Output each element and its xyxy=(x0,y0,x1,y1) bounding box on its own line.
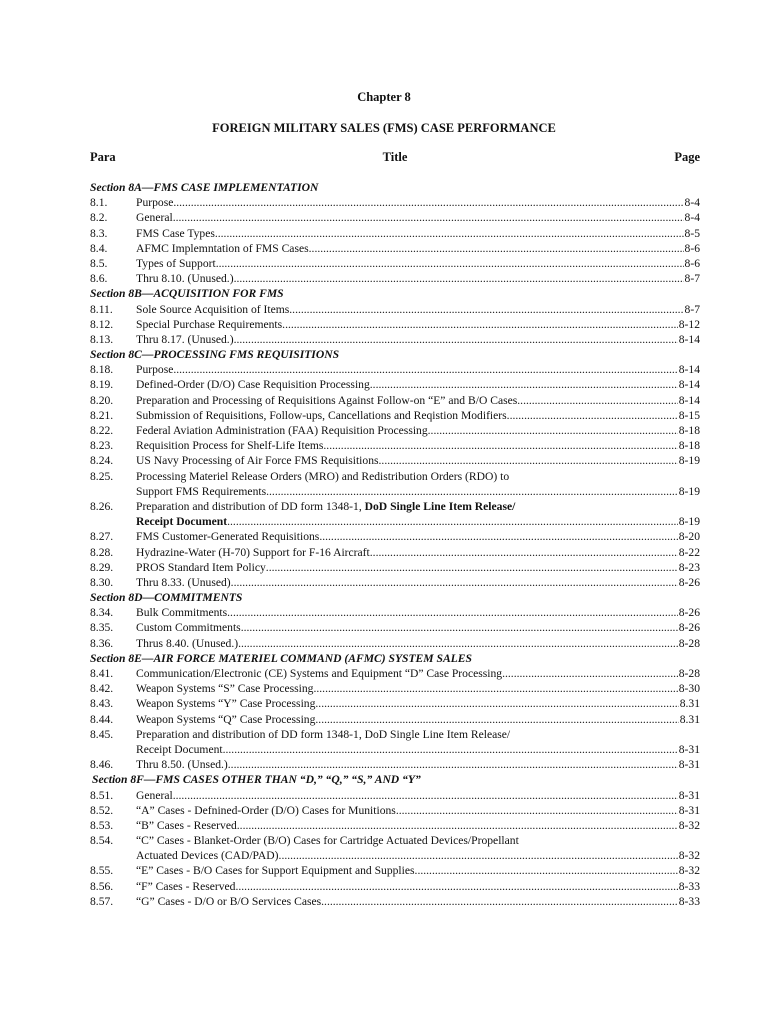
entry-title-text: Thru 8.10. (Unused.) xyxy=(136,272,234,286)
page-number: 8-14 xyxy=(678,363,700,377)
entry-body xyxy=(136,453,700,468)
entry-title-text: AFMC Implemntation of FMS Cases xyxy=(136,241,309,255)
entry-body xyxy=(136,605,700,620)
page-number: 8-18 xyxy=(678,439,700,453)
toc-entry xyxy=(90,560,700,575)
dot-leader xyxy=(227,514,678,529)
toc-entry xyxy=(90,742,700,757)
para-number: 8.5. xyxy=(90,256,108,270)
entry-title-text: Receipt Document xyxy=(136,742,223,756)
entry-title xyxy=(136,575,231,590)
para-number: 8.43. xyxy=(90,697,114,711)
entry-title-text: Thru 8.33. (Unused) xyxy=(136,575,231,589)
page-number: 8-28 xyxy=(678,636,700,650)
page-number: 8-33 xyxy=(678,879,700,893)
toc-entry xyxy=(90,803,700,818)
entry-title-text: Actuated Devices (CAD/PAD) xyxy=(136,849,279,863)
dot-leader xyxy=(266,484,678,499)
dot-leader xyxy=(241,620,678,635)
page-number: 8-32 xyxy=(678,864,700,878)
para-number: 8.46. xyxy=(90,758,114,772)
page-number: 8-4 xyxy=(684,196,700,210)
entry-title xyxy=(136,894,321,909)
entry-body xyxy=(136,681,700,696)
dot-leader xyxy=(315,696,678,711)
page-number: 8-18 xyxy=(678,424,700,437)
page-number: 8-19 xyxy=(678,484,700,498)
toc-entry xyxy=(90,302,700,317)
page-number: 8-12 xyxy=(678,317,700,331)
toc-entry xyxy=(90,727,700,742)
para-number: 8.11. xyxy=(90,302,113,316)
page-number: 8-30 xyxy=(678,682,700,696)
page-number: 8-6 xyxy=(684,241,700,255)
entry-title-text: Weapon Systems “Y” Case Processing xyxy=(136,697,316,711)
section-heading: Section 8D—COMMITMENTS xyxy=(90,591,243,605)
entry-title-text: Federal Aviation Administration (FAA) Requisition Processing xyxy=(136,424,428,437)
toc-entry xyxy=(90,377,700,392)
entry-title xyxy=(136,408,507,423)
para-number: 8.3. xyxy=(90,226,108,240)
dot-leader xyxy=(234,271,684,286)
dot-leader xyxy=(219,256,684,271)
toc-entry xyxy=(90,848,700,863)
entry-body xyxy=(136,195,700,210)
entry-title-text: Preparation and distribution of DD form 1348-1, DoD Single Line Item Release/ xyxy=(136,727,511,741)
entry-title xyxy=(136,636,238,651)
entry-body xyxy=(136,332,700,347)
toc-entry xyxy=(90,393,700,408)
page-number: 8-15 xyxy=(678,408,700,422)
page-number: 8.31 xyxy=(679,712,700,726)
entry-title xyxy=(136,605,227,620)
entry-body xyxy=(136,620,700,635)
page-number: 8-31 xyxy=(678,742,700,756)
chapter-heading: Chapter 8 xyxy=(357,90,411,104)
entry-title xyxy=(136,696,315,711)
toc-entry xyxy=(90,408,700,423)
toc-entry xyxy=(90,484,700,499)
dot-leader xyxy=(370,545,678,560)
entry-title xyxy=(136,256,219,271)
entry-body xyxy=(136,210,700,225)
entry-body xyxy=(136,469,700,484)
entry-title-text: Types of Support. xyxy=(136,256,219,270)
toc-entry xyxy=(90,362,700,377)
para-number: 8.28. xyxy=(90,545,114,559)
entry-title-text: Processing Materiel Release Orders (MRO) and Redistribution Orders (RDO) to xyxy=(136,469,510,483)
entry-title-text: Purpose xyxy=(136,196,174,210)
entry-title xyxy=(136,499,515,514)
dot-leader xyxy=(319,529,677,544)
entry-body xyxy=(136,803,700,818)
toc-entry xyxy=(90,469,700,484)
section-heading: Section 8B—ACQUISITION FOR FMS xyxy=(90,287,284,301)
para-number: 8.41. xyxy=(90,667,114,680)
page-number: 8-6 xyxy=(684,256,700,270)
entry-title xyxy=(136,332,234,347)
entry-body xyxy=(136,833,700,848)
page-number: 8-14 xyxy=(678,378,700,392)
entry-title-text: “G” Cases - D/O or B/O Services Cases xyxy=(136,894,322,908)
column-headers xyxy=(90,150,700,166)
para-number: 8.27. xyxy=(90,530,114,544)
dot-leader xyxy=(517,393,677,408)
entry-title xyxy=(136,742,223,757)
para-number: 8.21. xyxy=(90,408,114,422)
dot-leader xyxy=(396,803,678,818)
entry-body xyxy=(136,317,700,332)
page-number: 8-7 xyxy=(684,302,700,316)
entry-title-text: Preparation and distribution of DD form 1348-1, xyxy=(136,499,365,513)
page-number: 8-4 xyxy=(684,211,700,225)
entry-title-bold: DoD Single Line Item Release/ xyxy=(364,499,516,513)
para-number: 8.13. xyxy=(90,332,114,346)
entry-title xyxy=(136,727,510,742)
toc-entry xyxy=(90,757,700,772)
page-number: 8-14 xyxy=(678,393,700,407)
toc-entry xyxy=(90,879,700,894)
toc-entry xyxy=(90,894,700,909)
para-number: 8.35. xyxy=(90,621,114,635)
entry-title-text: FMS Customer-Generated Requisitions xyxy=(136,530,320,544)
para-number: 8.29. xyxy=(90,560,114,574)
page-number: 8-19 xyxy=(678,454,700,468)
page-number: 8.31 xyxy=(679,697,700,711)
para-number: 8.57. xyxy=(90,894,114,908)
entry-title-text: “F” Cases - Reserved xyxy=(136,879,236,893)
toc-entry xyxy=(90,666,700,681)
entry-title-text: Custom Commitments xyxy=(136,621,241,635)
entry-title-text: “B” Cases - Reserved xyxy=(136,818,237,832)
toc-entry xyxy=(90,863,700,878)
entry-title xyxy=(136,362,173,377)
toc-entry xyxy=(90,195,700,210)
entry-title-text: Hydrazine-Water (H-70) Support for F-16 Aircraft xyxy=(136,545,370,559)
page-number: 8-33 xyxy=(678,894,700,908)
page-number: 8-5 xyxy=(684,226,700,240)
entry-title-text: “E” Cases - B/O Cases for Support Equipment and Supplies xyxy=(136,864,415,878)
toc-entry xyxy=(90,636,700,651)
page-number: 8-32 xyxy=(678,818,700,832)
dot-leader xyxy=(309,241,684,256)
para-number: 8.55. xyxy=(90,864,114,878)
entry-body xyxy=(136,241,700,256)
dot-leader xyxy=(321,894,678,909)
page-number: 8-20 xyxy=(678,530,700,544)
para-number: 8.18. xyxy=(90,363,114,377)
entry-body xyxy=(136,575,700,590)
entry-body xyxy=(136,438,700,453)
entry-title xyxy=(136,393,517,408)
entry-title xyxy=(136,879,235,894)
entry-body xyxy=(136,499,700,514)
toc-entry xyxy=(90,226,700,241)
entry-title xyxy=(136,833,519,848)
dot-leader xyxy=(227,605,678,620)
toc-entry xyxy=(90,712,700,727)
entry-title xyxy=(136,529,319,544)
toc-entry xyxy=(90,210,700,225)
dot-leader xyxy=(428,423,678,438)
para-number: 8.52. xyxy=(90,803,114,817)
entry-title xyxy=(136,681,313,696)
entry-title xyxy=(136,818,237,833)
para-number: 8.19. xyxy=(90,378,114,392)
toc-entry xyxy=(90,575,700,590)
dot-leader xyxy=(279,848,678,863)
dot-leader xyxy=(370,377,678,392)
entry-title-text: Communication/Electronic (CE) Systems and Equipment “D” Case Processing xyxy=(136,667,503,680)
para-number: 8.22. xyxy=(90,424,114,437)
entry-title-text: “C” Cases - Blanket-Order (B/O) Cases for Cartridge Actuated Devices/Propellant xyxy=(136,834,519,848)
page-number: 8-7 xyxy=(684,272,700,286)
entry-body xyxy=(136,712,700,727)
para-number: 8.12. xyxy=(90,317,114,331)
entry-body xyxy=(136,393,700,408)
para-number: 8.26. xyxy=(90,499,114,513)
dot-leader xyxy=(223,742,678,757)
entry-body xyxy=(136,226,700,241)
para-number: 8.1. xyxy=(90,196,108,210)
dot-leader xyxy=(313,681,677,696)
dot-leader xyxy=(502,666,678,681)
entry-body xyxy=(136,514,700,529)
para-number: 8.36. xyxy=(90,636,114,650)
entry-body xyxy=(136,256,700,271)
para-number: 8.51. xyxy=(90,788,114,802)
para-number: 8.54. xyxy=(90,834,114,848)
dot-leader xyxy=(231,575,678,590)
entry-title xyxy=(136,317,282,332)
para-number: 8.20. xyxy=(90,393,114,407)
para-number: 8.4. xyxy=(90,241,108,255)
entry-title xyxy=(136,712,315,727)
toc-entry xyxy=(90,545,700,560)
entry-title-text: Special Purchase Requirements xyxy=(136,317,283,331)
entry-title-text: FMS Case Types xyxy=(136,226,215,240)
entry-title-text: Support FMS Requirements xyxy=(136,484,267,498)
entry-body xyxy=(136,879,700,894)
para-number: 8.56. xyxy=(90,879,114,893)
entry-body xyxy=(136,529,700,544)
entry-body xyxy=(136,757,700,772)
para-number: 8.53. xyxy=(90,818,114,832)
entry-title-text: Requisition Process for Shelf-Life Items xyxy=(136,439,324,453)
page-number: 8-31 xyxy=(678,758,700,772)
entry-title xyxy=(136,302,289,317)
entry-title-text: “A” Cases - Defnined-Order (D/O) Cases for Munitions xyxy=(136,803,396,817)
dot-leader xyxy=(215,226,684,241)
dot-leader xyxy=(234,332,678,347)
entry-body xyxy=(136,302,700,317)
toc-entry xyxy=(90,241,700,256)
dot-leader xyxy=(173,195,683,210)
entry-body xyxy=(136,484,700,499)
toc-entry xyxy=(90,256,700,271)
page-number: 8-22 xyxy=(678,545,700,559)
entry-title xyxy=(136,423,428,438)
page-number: 8-26 xyxy=(678,575,700,589)
toc-entry xyxy=(90,833,700,848)
toc-entry xyxy=(90,438,700,453)
entry-body xyxy=(136,560,700,575)
entry-body xyxy=(136,545,700,560)
page-number: 8-14 xyxy=(678,332,700,346)
entry-title xyxy=(136,514,227,529)
page-number: 8-23 xyxy=(678,560,700,574)
page-number: 8-26 xyxy=(678,621,700,635)
entry-title xyxy=(136,195,173,210)
toc-entry xyxy=(90,332,700,347)
dot-leader xyxy=(173,362,677,377)
toc-entry xyxy=(90,620,700,635)
entry-title-text: Thrus 8.40. (Unused.) xyxy=(136,636,239,650)
table-of-contents xyxy=(90,180,700,909)
entry-title xyxy=(136,377,370,392)
entry-body xyxy=(136,742,700,757)
para-number: 8.45. xyxy=(90,727,114,741)
entry-body xyxy=(136,636,700,651)
dot-leader xyxy=(379,453,678,468)
toc-entry xyxy=(90,605,700,620)
toc-entry xyxy=(90,423,700,438)
entry-title xyxy=(136,438,323,453)
entry-title xyxy=(136,484,266,499)
column-header-title: Title xyxy=(382,150,408,164)
section-heading: Section 8E—AIR FORCE MATERIEL COMMAND (AFMC) SYSTEM SALES xyxy=(90,651,472,665)
entry-title xyxy=(136,226,215,241)
entry-body xyxy=(136,408,700,423)
entry-title xyxy=(136,469,509,484)
page-number: 8-32 xyxy=(678,849,700,863)
entry-body xyxy=(136,271,700,286)
dot-leader xyxy=(323,438,677,453)
entry-title-text: US Navy Processing of Air Force FMS Requisitions xyxy=(136,454,379,468)
entry-title xyxy=(136,848,279,863)
entry-body xyxy=(136,666,700,681)
dot-leader xyxy=(282,317,678,332)
entry-title-text: PROS Standard Item Policy xyxy=(136,560,266,574)
entry-title xyxy=(136,271,234,286)
section-heading: Section 8A—FMS CASE IMPLEMENTATION xyxy=(90,181,319,194)
para-number: 8.23. xyxy=(90,439,114,453)
entry-title xyxy=(136,241,309,256)
toc-entry xyxy=(90,514,700,529)
dot-leader xyxy=(228,757,678,772)
entry-title xyxy=(136,863,415,878)
para-number: 8.6. xyxy=(90,272,108,286)
entry-body xyxy=(136,377,700,392)
toc-entry xyxy=(90,696,700,711)
page-number: 8-26 xyxy=(678,606,700,620)
entry-title-text: Submission of Requisitions, Follow-ups, Cancellations and Reqistion Modifiers xyxy=(136,408,507,422)
entry-title xyxy=(136,757,228,772)
entry-body xyxy=(136,362,700,377)
para-number: 8.30. xyxy=(90,575,114,589)
page-number: 8-28 xyxy=(678,667,700,680)
page-number: 8-31 xyxy=(678,788,700,802)
para-number: 8.24. xyxy=(90,454,114,468)
entry-title-text: Thru 8.17. (Unused.) xyxy=(136,332,234,346)
entry-title-text: Sole Source Acquisition of Items xyxy=(136,302,290,316)
entry-title-text: Defined-Order (D/O) Case Requisition Processing xyxy=(136,378,370,392)
toc-entry xyxy=(90,788,700,803)
dot-leader xyxy=(238,636,678,651)
page-number: 8-19 xyxy=(678,515,700,529)
para-number: 8.2. xyxy=(90,211,108,225)
para-number: 8.25. xyxy=(90,469,114,483)
entry-title-text: Purpose xyxy=(136,363,174,377)
dot-leader xyxy=(415,863,678,878)
dot-leader xyxy=(173,210,684,225)
para-number: 8.44. xyxy=(90,712,114,726)
dot-leader xyxy=(235,879,677,894)
toc-entry xyxy=(90,529,700,544)
entry-title-bold: Receipt Document xyxy=(136,515,228,529)
entry-title-text: Preparation and Processing of Requisitions Against Follow-on “E” and B/O Cases xyxy=(136,393,518,407)
column-header-para: Para xyxy=(90,150,116,164)
column-header-page: Page xyxy=(674,150,700,164)
entry-title xyxy=(136,666,502,681)
toc-entry xyxy=(90,681,700,696)
entry-body xyxy=(136,423,700,438)
toc-entry xyxy=(90,818,700,833)
entry-body xyxy=(136,863,700,878)
entry-title xyxy=(136,545,370,560)
entry-body xyxy=(136,788,700,803)
para-number: 8.42. xyxy=(90,682,114,696)
toc-entry xyxy=(90,271,700,286)
dot-leader xyxy=(315,712,678,727)
dot-leader xyxy=(507,408,678,423)
entry-title xyxy=(136,453,379,468)
entry-body xyxy=(136,894,700,909)
toc-entry xyxy=(90,499,700,514)
entry-title-text: General xyxy=(136,211,173,225)
page-number: 8-31 xyxy=(678,803,700,817)
para-number: 8.34. xyxy=(90,606,114,620)
entry-title xyxy=(136,803,396,818)
entry-title xyxy=(136,210,173,225)
chapter-title: FOREIGN MILITARY SALES (FMS) CASE PERFORMANCE xyxy=(212,121,556,135)
entry-body xyxy=(136,727,700,742)
entry-body xyxy=(136,848,700,863)
entry-title xyxy=(136,560,266,575)
entry-title-text: Bulk Commitments xyxy=(136,606,228,620)
dot-leader xyxy=(173,788,678,803)
section-heading: Section 8C—PROCESSING FMS REQUISITIONS xyxy=(90,348,340,362)
entry-body xyxy=(136,818,700,833)
entry-title xyxy=(136,620,241,635)
entry-title-text: General xyxy=(136,788,173,802)
dot-leader xyxy=(237,818,678,833)
toc-entry xyxy=(90,317,700,332)
section-heading: Section 8F—FMS CASES OTHER THAN “D,” “Q,” “S,” AND “Y” xyxy=(92,773,421,787)
dot-leader xyxy=(289,302,683,317)
entry-title xyxy=(136,788,173,803)
entry-body xyxy=(136,696,700,711)
entry-title-text: Weapon Systems “S” Case Processing xyxy=(136,682,314,696)
entry-title-text: Thru 8.50. (Unsed.) xyxy=(136,758,228,772)
dot-leader xyxy=(266,560,678,575)
toc-entry xyxy=(90,453,700,468)
entry-title-text: Weapon Systems “Q” Case Processing xyxy=(136,712,316,726)
